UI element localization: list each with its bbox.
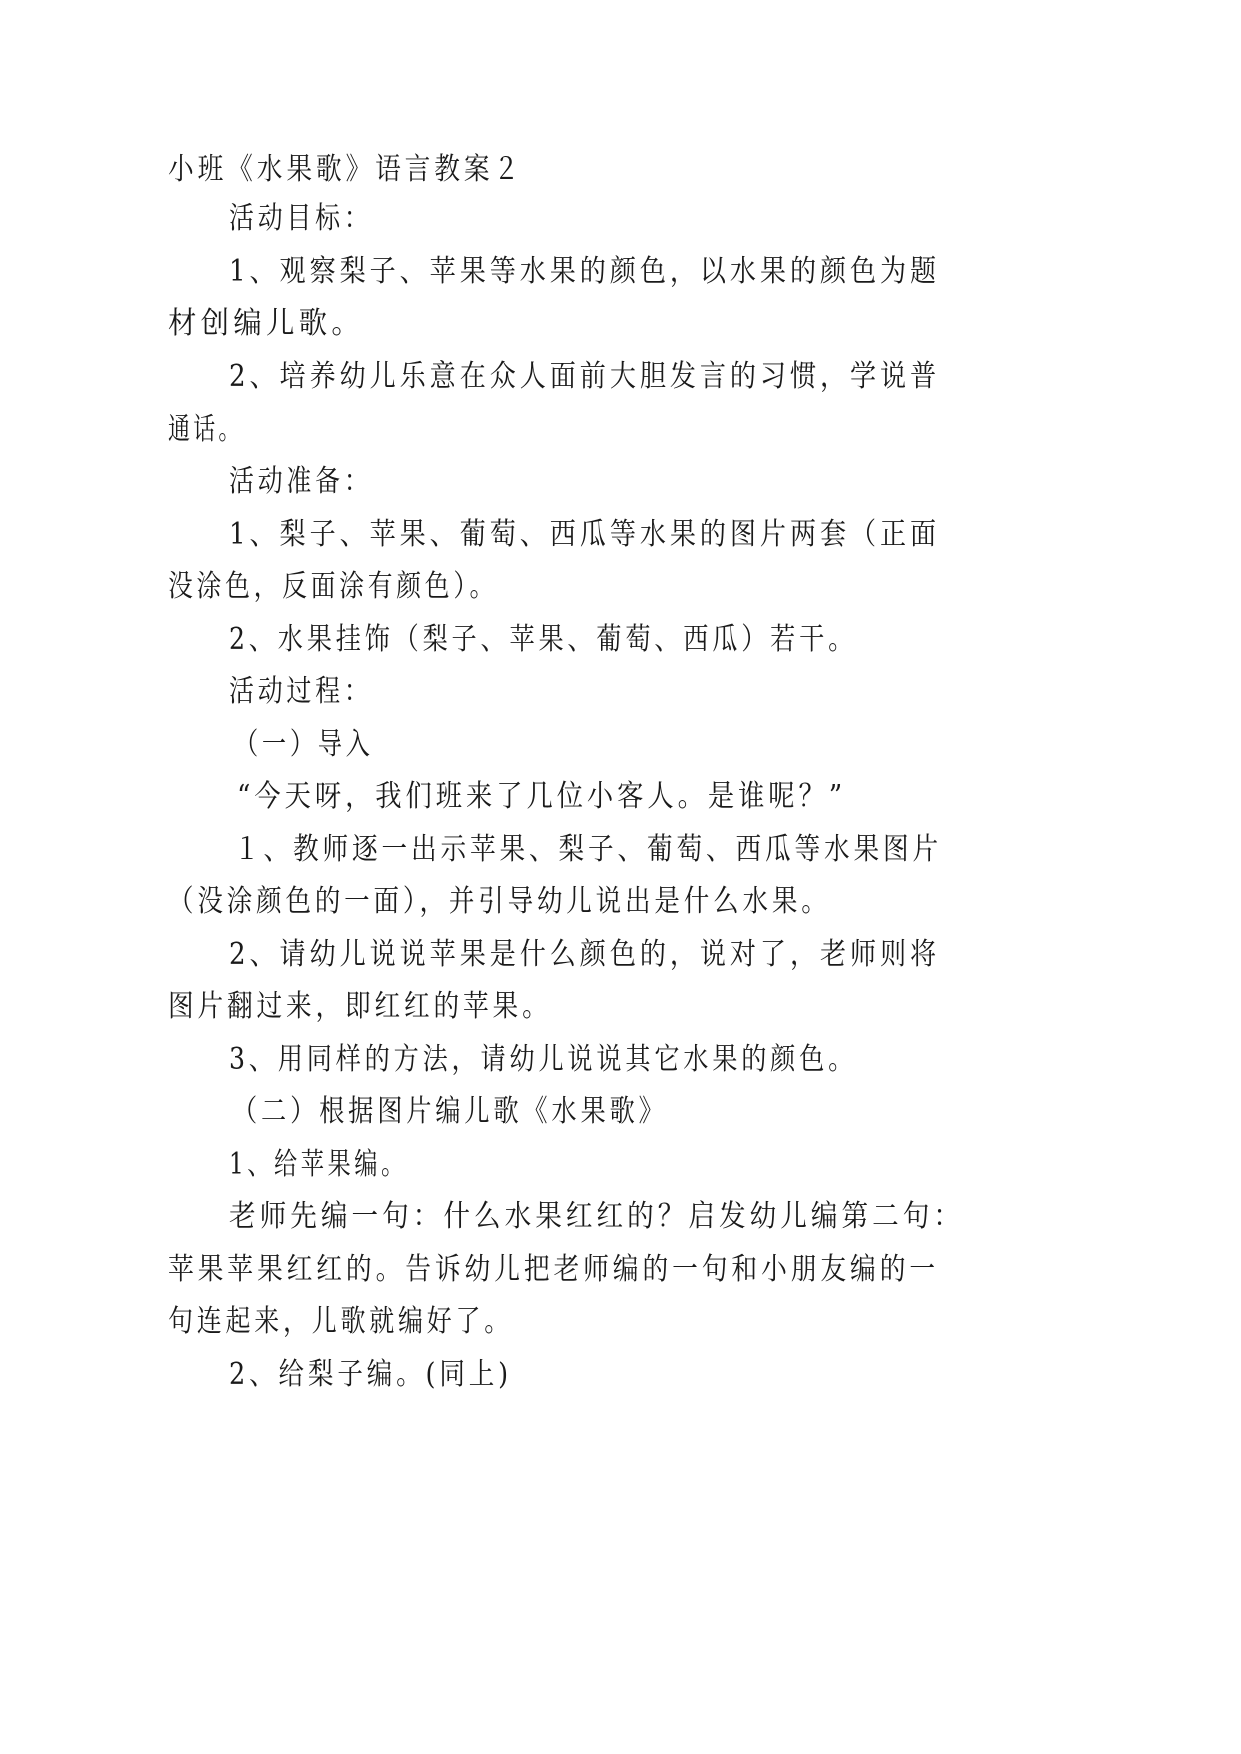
paragraph-line: 老师先编一句：什么水果红红的？启发幼儿编第二句： — [229, 1199, 964, 1234]
paragraph-line: （二）根据图片编儿歌《水果歌》 — [232, 1094, 668, 1129]
paragraph-line: 没涂色，反面涂有颜色）。 — [168, 569, 498, 604]
paragraph-line: 2、培养幼儿乐意在众人面前大胆发言的习惯，学说普 — [229, 359, 941, 394]
paragraph-line: 活动过程： — [229, 674, 373, 709]
paragraph-line: 材创编儿歌。 — [168, 306, 364, 341]
paragraph-line: 1、观察梨子、苹果等水果的颜色，以水果的颜色为题 — [229, 254, 941, 289]
paragraph-line: 活动目标： — [229, 201, 373, 236]
paragraph-line: 活动准备： — [229, 464, 373, 499]
paragraph-line: 2、给梨子编。(同上) — [229, 1357, 512, 1392]
paragraph-line: 2、请幼儿说说苹果是什么颜色的，说对了，老师则将 — [229, 937, 941, 972]
paragraph-line: 2、水果挂饰（梨子、苹果、葡萄、西瓜）若干。 — [229, 622, 858, 657]
paragraph-line: 3、用同样的方法，请幼儿说说其它水果的颜色。 — [229, 1042, 858, 1077]
paragraph-line: 图片翻过来，即红红的苹果。 — [168, 989, 552, 1024]
paragraph-line: 1、给苹果编。 — [229, 1147, 408, 1182]
paragraph-line: 句连起来，儿歌就编好了。 — [168, 1304, 513, 1339]
paragraph-line: （没涂颜色的一面），并引导幼儿说出是什么水果。 — [168, 884, 831, 919]
paragraph-line: “今天呀，我们班来了几位小客人。是谁呢？” — [237, 779, 847, 814]
paragraph-line: １、教师逐一出示苹果、梨子、葡萄、西瓜等水果图片 — [234, 832, 942, 867]
paragraph-line: 1、梨子、苹果、葡萄、西瓜等水果的图片两套（正面 — [229, 517, 941, 552]
paragraph-line: （一）导入 — [234, 727, 374, 762]
paragraph-line: 通话。 — [168, 412, 244, 447]
paragraph-line: 苹果苹果红红的。告诉幼儿把老师编的一句和小朋友编的一 — [168, 1252, 939, 1287]
document-title: 小班《水果歌》语言教案２ — [168, 152, 523, 187]
